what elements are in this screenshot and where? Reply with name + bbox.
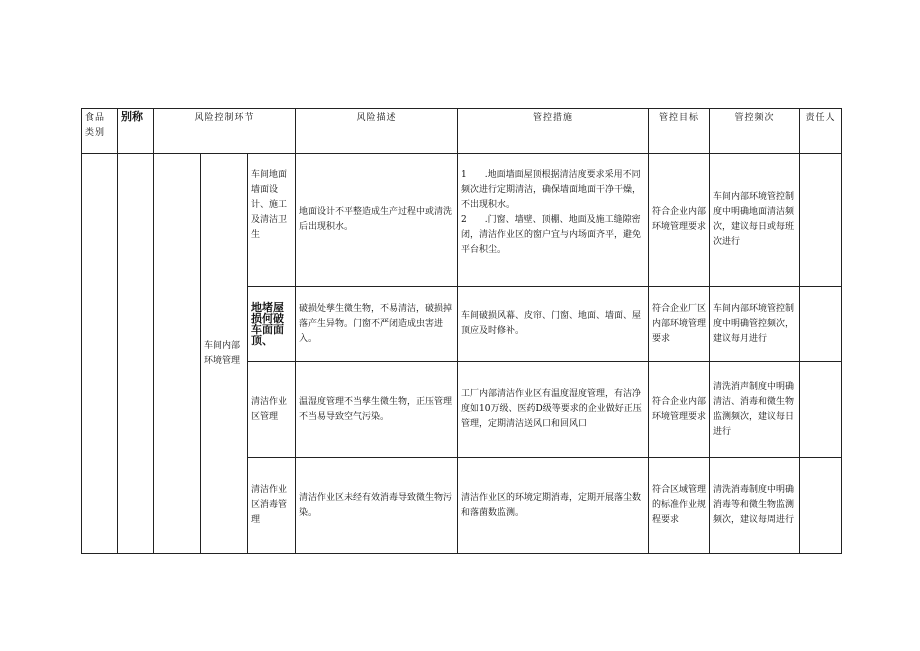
measure-item: 1 .地面墙面屋顶根据清洁度要求采用不同频次进行定期清洁，确保墙面地面干净干燥，不出现积水。: [461, 170, 642, 210]
responsible: [800, 287, 842, 362]
risk-desc: 地面设计不平整造成生产过程中或清洗后出现积水。: [296, 154, 458, 287]
control-measures: [458, 154, 649, 287]
header-risk-control-link: 风险控制环节: [154, 109, 296, 154]
header-control-measures: 管控措施: [458, 109, 649, 154]
control-frequency: 车间内部环境管控制度中明确地面清洁频次，建议每日或每班次进行: [710, 154, 800, 287]
alias-cell: [118, 154, 154, 554]
control-frequency: 清洗消声制度中明确清洁、消毒和微生物监测频次，建议每日进行: [710, 362, 800, 458]
control-measures: 工厂内部清洁作业区有温度湿度管理，有洁净度如10万级、医药D级等要求的企业做好正压管理，定期清洁送风口和回风口: [458, 362, 649, 458]
control-measures: 清洁作业区的环境定期消毒，定期开展落尘数和落菌数监测。: [458, 458, 649, 554]
header-control-target: 管控目标: [649, 109, 710, 154]
food-category-cell: [82, 154, 118, 554]
header-risk-desc: 风险描述: [296, 109, 458, 154]
responsible: [800, 458, 842, 554]
control-measures: 车间破损风幕、皮帘、门窗、地面、墙面、屋顶应及时修补。: [458, 287, 649, 362]
risk-point: 清洁作业区管理: [248, 362, 296, 458]
risk-point: 地堵屋损何破车面面顶、: [248, 287, 296, 362]
risk-point: 车间地面墙面设计、施工及清洁卫生: [248, 154, 296, 287]
header-control-frequency: 管控频次: [710, 109, 800, 154]
control-target: 符合区域管理的标准作业规程要求: [649, 458, 710, 554]
control-frequency: 清洗消毒制度中明确消毒等和微生物监测频次，建议每周进行: [710, 458, 800, 554]
risk-control-table: [81, 108, 842, 554]
risk-point: 清洁作业区消毒管理: [248, 458, 296, 554]
header-row: [82, 109, 842, 154]
control-target: 符合企业内部环境管理要求: [649, 362, 710, 458]
measure-item: 2 .门窗、墙壁、顶棚、地面及施工缝隙密闭，清洁作业区的窗户宜与内场面齐平，避免平台积尘。: [461, 215, 642, 255]
risk-desc: 温湿度管理不当孳生微生物，正压管理不当易导致空气污染。: [296, 362, 458, 458]
responsible: [800, 362, 842, 458]
control-frequency: 车间内部环境管控制度中明确管控频次，建议每月进行: [710, 287, 800, 362]
control-target: 符合企业厂区内部环境管理要求: [649, 287, 710, 362]
table-row: [82, 154, 842, 287]
section-label: 车间内部环境管理: [201, 154, 248, 554]
control-target: 符合企业内部环境管理要求: [649, 154, 710, 287]
risk-desc: 清洁作业区未经有效消毒导致微生物污染。: [296, 458, 458, 554]
responsible: [800, 154, 842, 287]
risk-desc: 破损处孳生微生物，不易清洁，破损掉落产生异物。门窗不严闭造成虫害进入。: [296, 287, 458, 362]
header-alias: 别称: [118, 109, 154, 154]
header-food-category: 食品类别: [82, 109, 118, 154]
header-responsible: 责任人: [800, 109, 842, 154]
link-cell-blank: [154, 154, 201, 554]
